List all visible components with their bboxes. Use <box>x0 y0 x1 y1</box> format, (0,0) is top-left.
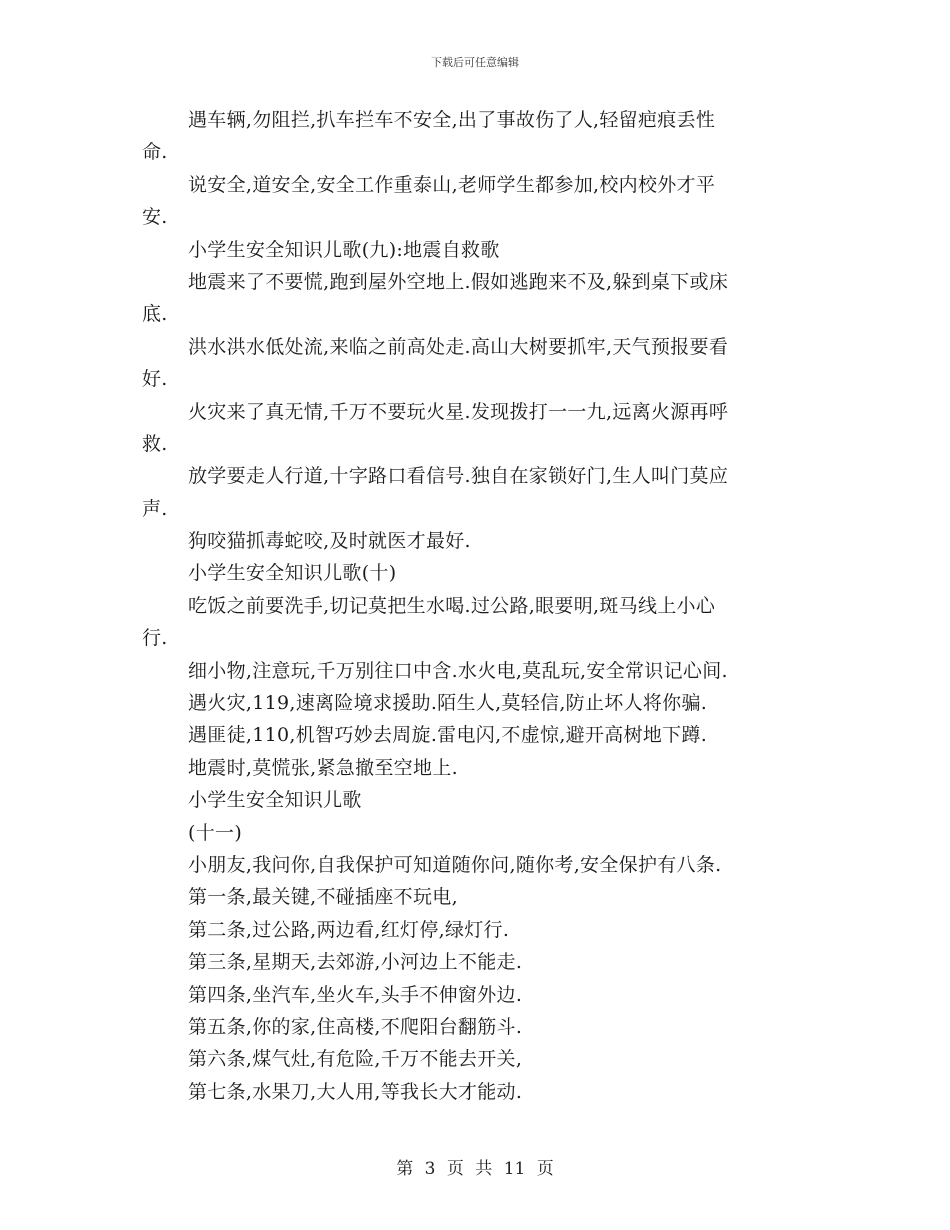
text-line: 洪水洪水低处流,来临之前高处走.高山大树要抓牢,天气预报要看 <box>188 335 729 358</box>
text-line: 第五条,你的家,住高楼,不爬阳台翻筋斗. <box>188 1015 523 1038</box>
text-line: 地震时,莫慌张,紧急撤至空地上. <box>188 756 458 779</box>
page-number-footer: 第 3 页 共 11 页 <box>396 1159 554 1179</box>
section-heading: 小学生安全知识儿歌 <box>188 789 362 812</box>
text-line: 放学要走人行道,十字路口看信号.独自在家锁好门,生人叫门莫应 <box>188 465 729 488</box>
text-line: 行. <box>142 627 168 650</box>
text-line: 第一条,最关键,不碰插座不玩电, <box>188 886 458 909</box>
text-line: 小朋友,我问你,自我保护可知道随你问,随你考,安全保护有八条. <box>188 853 722 876</box>
text-line: 吃饭之前要洗手,切记莫把生水喝.过公路,眼要明,斑马线上小心 <box>188 594 716 617</box>
text-line: 救. <box>142 432 168 455</box>
text-line: 第四条,坐汽车,坐火车,头手不伸窗外边. <box>188 983 523 1006</box>
text-line: 火灾来了真无情,千万不要玩火星.发现拨打一一九,远离火源再呼 <box>188 400 729 423</box>
text-line: 遇火灾,119,速离险境求援助.陌生人,莫轻信,防止坏人将你骗. <box>188 692 708 715</box>
text-line: 地震来了不要慌,跑到屋外空地上.假如逃跑来不及,躲到桌下或床 <box>188 270 729 293</box>
text-line: 第三条,星期天,去郊游,小河边上不能走. <box>188 951 523 974</box>
page-header: 下载后可任意编辑 <box>431 56 519 69</box>
section-heading: 小学生安全知识儿歌(九):地震自救歌 <box>188 238 500 261</box>
text-line: 遇车辆,勿阻拦,扒车拦车不安全,出了事故伤了人,轻留疤痕丢性 <box>188 109 716 131</box>
text-line: 好. <box>142 368 168 391</box>
text-line: 狗咬猫抓毒蛇咬,及时就医才最好. <box>188 530 471 553</box>
text-line: 细小物,注意玩,千万别往口中含.水火电,莫乱玩,安全常识记心间. <box>188 659 728 682</box>
text-line: 遇匪徒,110,机智巧妙去周旋.雷电闪,不虚惊,避开高树地下蹲. <box>188 724 708 747</box>
text-line: 安. <box>142 206 168 229</box>
text-line: 声. <box>142 497 168 520</box>
text-line: 第六条,煤气灶,有危险,千万不能去开关, <box>188 1048 523 1071</box>
text-line: 第七条,水果刀,大人用,等我长大才能动. <box>188 1080 523 1103</box>
document-body <box>142 104 812 1108</box>
text-line: 底. <box>142 303 168 326</box>
text-line: 说安全,道安全,安全工作重泰山,老师学生都参加,校内校外才平 <box>188 173 716 196</box>
text-line: 第二条,过公路,两边看,红灯停,绿灯行. <box>188 918 510 941</box>
section-heading: (十一) <box>188 821 243 844</box>
text-line: 命. <box>142 141 168 164</box>
section-heading: 小学生安全知识儿歌(十) <box>188 562 397 585</box>
